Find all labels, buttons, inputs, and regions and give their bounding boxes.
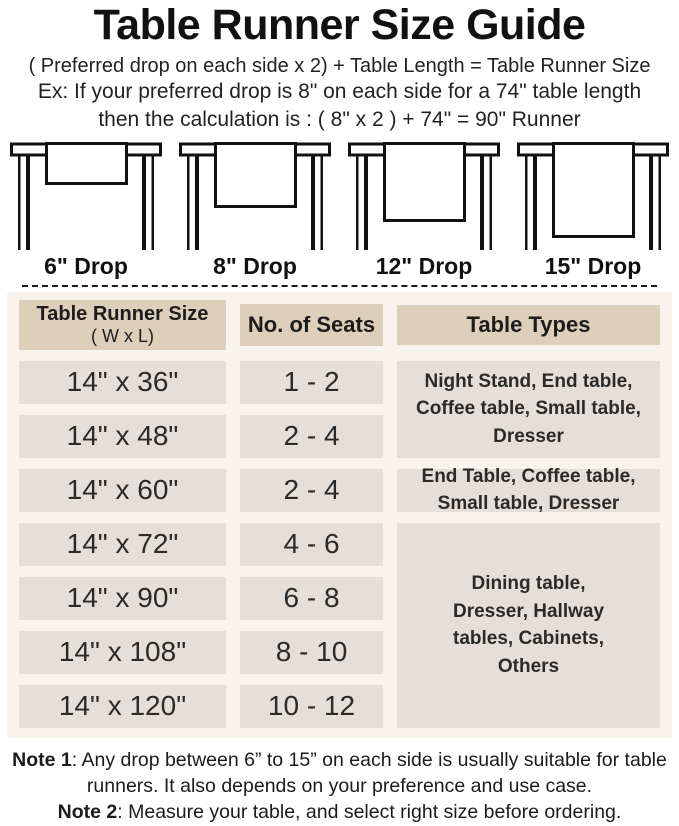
size-cell-14x108: 14" x 108" xyxy=(19,631,226,674)
drop-label-6: 6" Drop xyxy=(44,252,128,279)
dashed-divider xyxy=(22,285,657,287)
note-2-text: : Measure your table, and select right size before ordering. xyxy=(117,801,622,824)
diagram-15-drop xyxy=(517,142,669,280)
note-2 xyxy=(4,799,675,825)
header-runner-size xyxy=(19,300,226,350)
header-seats: No. of Seats xyxy=(240,304,383,346)
note-2-label: Note 2 xyxy=(57,801,118,824)
seats-cell-2-4b: 2 - 4 xyxy=(240,469,383,512)
seats-cell-8-10: 8 - 10 xyxy=(240,631,383,674)
table-runner-15-drop-icon xyxy=(517,142,669,250)
size-cell-14x120: 14" x 120" xyxy=(19,685,226,728)
table-runner-8-drop-icon xyxy=(179,142,331,250)
type-cell-medium-tables xyxy=(397,465,660,515)
type-cell-small-tables xyxy=(397,361,660,458)
drop-diagrams-row xyxy=(0,142,679,280)
type-cell-large-tables-text: Dining table, Dresser, Hallway tables, Cabinets, Others xyxy=(452,572,605,677)
header xyxy=(0,0,679,134)
drop-label-8: 8" Drop xyxy=(213,252,297,279)
table-runner-12-drop-icon xyxy=(348,142,500,250)
type-cell-small-tables-text: Night Stand, End table, Coffee table, Small table, Dresser xyxy=(416,370,641,447)
size-cell-14x72: 14" x 72" xyxy=(19,523,226,566)
header-table-types: Table Types xyxy=(397,305,660,345)
drop-label-12: 12" Drop xyxy=(375,252,473,279)
drop-label-15: 15" Drop xyxy=(544,252,642,279)
note-1-label: Note 1 xyxy=(12,748,72,771)
notes-section xyxy=(0,747,679,826)
type-cell-medium-tables-text: End Table, Coffee table, Small table, Dresser xyxy=(421,465,636,515)
page-title: Table Runner Size Guide xyxy=(93,1,586,49)
size-guide-table xyxy=(7,292,672,738)
seats-cell-6-8: 6 - 8 xyxy=(240,577,383,620)
seats-cell-2-4a: 2 - 4 xyxy=(240,415,383,458)
size-cell-14x60: 14" x 60" xyxy=(19,469,226,512)
formula-text: ( Preferred drop on each side x 2) + Table Length = Table Runner Size xyxy=(28,55,651,78)
seats-cell-1-2: 1 - 2 xyxy=(240,361,383,404)
example-line-2: then the calculation is : ( 8" x 2 ) + 74" = 90" Runner xyxy=(98,107,581,131)
diagram-6-drop xyxy=(10,142,162,280)
diagram-8-drop xyxy=(179,142,331,280)
table-runner-6-drop-icon xyxy=(10,142,162,250)
size-cell-14x36: 14" x 36" xyxy=(19,361,226,404)
note-1 xyxy=(4,747,675,800)
seats-cell-4-6: 4 - 6 xyxy=(240,523,383,566)
size-cell-14x48: 14" x 48" xyxy=(19,415,226,458)
seats-cell-10-12: 10 - 12 xyxy=(240,685,383,728)
header-runner-size-line2: ( W x L) xyxy=(91,325,154,346)
diagram-12-drop xyxy=(348,142,500,280)
example-line-1: Ex: If your preferred drop is 8" on each side for a 74" table length xyxy=(37,80,642,104)
note-1-text: : Any drop between 6” to 15” on each side is usually suitable for table runners. It also depends on your preference and use case. xyxy=(71,748,667,797)
header-runner-size-line1: Table Runner Size xyxy=(36,302,209,325)
type-cell-large-tables xyxy=(397,523,660,728)
size-cell-14x90: 14" x 90" xyxy=(19,577,226,620)
